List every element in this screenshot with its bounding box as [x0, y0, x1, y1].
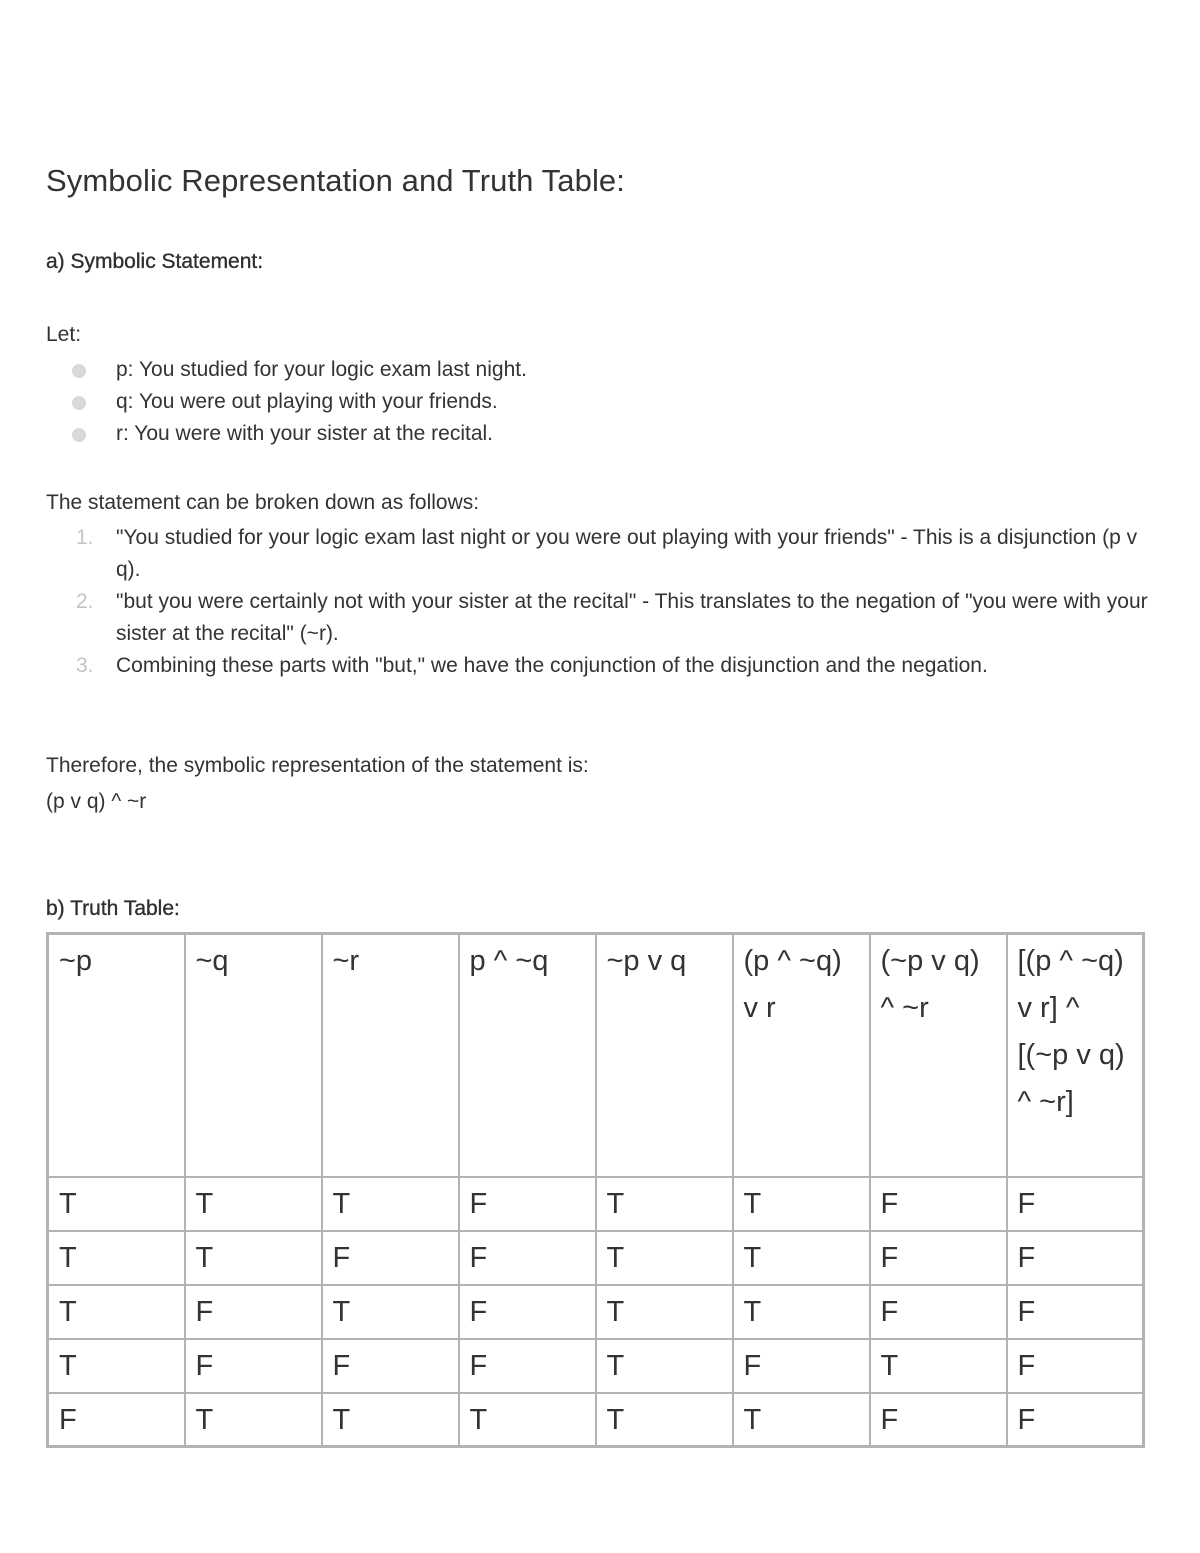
section-a-heading: a) Symbolic Statement:: [46, 250, 264, 273]
bullet-icon: [72, 396, 86, 410]
variable-list: [46, 354, 527, 450]
table-row: [48, 1177, 1144, 1231]
table-cell: F: [459, 1339, 596, 1393]
step-text: "You studied for your logic exam last night or you were out playing with your friends" - This is a disjunction (p v q).: [116, 526, 1138, 581]
table-cell: F: [459, 1285, 596, 1339]
table-cell: T: [733, 1177, 870, 1231]
table-cell: T: [733, 1285, 870, 1339]
table-cell: F: [870, 1177, 1007, 1231]
table-cell: T: [596, 1177, 733, 1231]
variable-p: p: You studied for your logic exam last night.: [116, 358, 527, 381]
table-cell: T: [48, 1339, 185, 1393]
table-row: [48, 1339, 1144, 1393]
list-item: [46, 586, 1154, 650]
variable-r: r: You were with your sister at the recital.: [116, 422, 494, 445]
table-cell: F: [1007, 1339, 1144, 1393]
table-cell: F: [870, 1231, 1007, 1285]
table-cell: F: [1007, 1231, 1144, 1285]
step-text: Combining these parts with "but," we have the conjunction of the disjunction and the negation.: [116, 654, 988, 677]
table-cell: F: [870, 1393, 1007, 1447]
page-title: Symbolic Representation and Truth Table:: [46, 163, 625, 198]
let-label: Let:: [46, 323, 82, 346]
therefore-text: Therefore, the symbolic representation of the statement is:: [46, 754, 589, 777]
table-cell: T: [48, 1231, 185, 1285]
table-cell: T: [185, 1177, 322, 1231]
table-row: [48, 1393, 1144, 1447]
bullet-icon: [72, 364, 86, 378]
table-cell: F: [733, 1339, 870, 1393]
table-cell: T: [322, 1393, 459, 1447]
column-header: ~p v q: [596, 934, 733, 1177]
column-header: (p ^ ~q) v r: [733, 934, 870, 1177]
table-cell: F: [1007, 1393, 1144, 1447]
table-cell: F: [459, 1231, 596, 1285]
table-row: [48, 1231, 1144, 1285]
table-cell: T: [733, 1231, 870, 1285]
table-row: [48, 1285, 1144, 1339]
column-header: p ^ ~q: [459, 934, 596, 1177]
table-cell: T: [733, 1393, 870, 1447]
step-number: 3.: [76, 654, 94, 677]
table-cell: T: [596, 1231, 733, 1285]
table-cell: F: [1007, 1285, 1144, 1339]
column-header: ~r: [322, 934, 459, 1177]
list-item: [46, 418, 527, 450]
column-header: ~q: [185, 934, 322, 1177]
table-cell: F: [185, 1285, 322, 1339]
table-cell: T: [185, 1231, 322, 1285]
truth-table: [46, 932, 1145, 1448]
column-header: (~p v q) ^ ~r: [870, 934, 1007, 1177]
table-cell: T: [185, 1393, 322, 1447]
table-header-row: [48, 934, 1144, 1177]
table-cell: T: [48, 1285, 185, 1339]
table-cell: T: [459, 1393, 596, 1447]
table-cell: T: [596, 1339, 733, 1393]
step-number: 2.: [76, 590, 94, 613]
table-cell: F: [322, 1231, 459, 1285]
table-cell: T: [870, 1339, 1007, 1393]
breakdown-intro: The statement can be broken down as follows:: [46, 491, 480, 514]
table-cell: T: [596, 1285, 733, 1339]
bullet-icon: [72, 428, 86, 442]
table-cell: T: [596, 1393, 733, 1447]
table-cell: F: [459, 1177, 596, 1231]
section-b-heading: b) Truth Table:: [46, 897, 180, 920]
symbolic-result: (p v q) ^ ~r: [46, 790, 147, 813]
table-cell: F: [48, 1393, 185, 1447]
column-header: ~p: [48, 934, 185, 1177]
list-item: [46, 522, 1154, 586]
table-cell: F: [185, 1339, 322, 1393]
table-cell: T: [322, 1177, 459, 1231]
table-cell: F: [870, 1285, 1007, 1339]
table-cell: T: [48, 1177, 185, 1231]
list-item: [46, 354, 527, 386]
list-item: [46, 650, 1154, 682]
list-item: [46, 386, 527, 418]
step-text: "but you were certainly not with your sister at the recital" - This translates to the negation of "you were with your sister at the recital" (~r).: [116, 590, 1148, 645]
table-cell: T: [322, 1285, 459, 1339]
breakdown-steps: [46, 522, 1154, 682]
table-cell: F: [322, 1339, 459, 1393]
column-header: [(p ^ ~q) v r] ^ [(~p v q) ^ ~r]: [1007, 934, 1144, 1177]
table-cell: F: [1007, 1177, 1144, 1231]
variable-q: q: You were out playing with your friends.: [116, 390, 498, 413]
step-number: 1.: [76, 526, 94, 549]
